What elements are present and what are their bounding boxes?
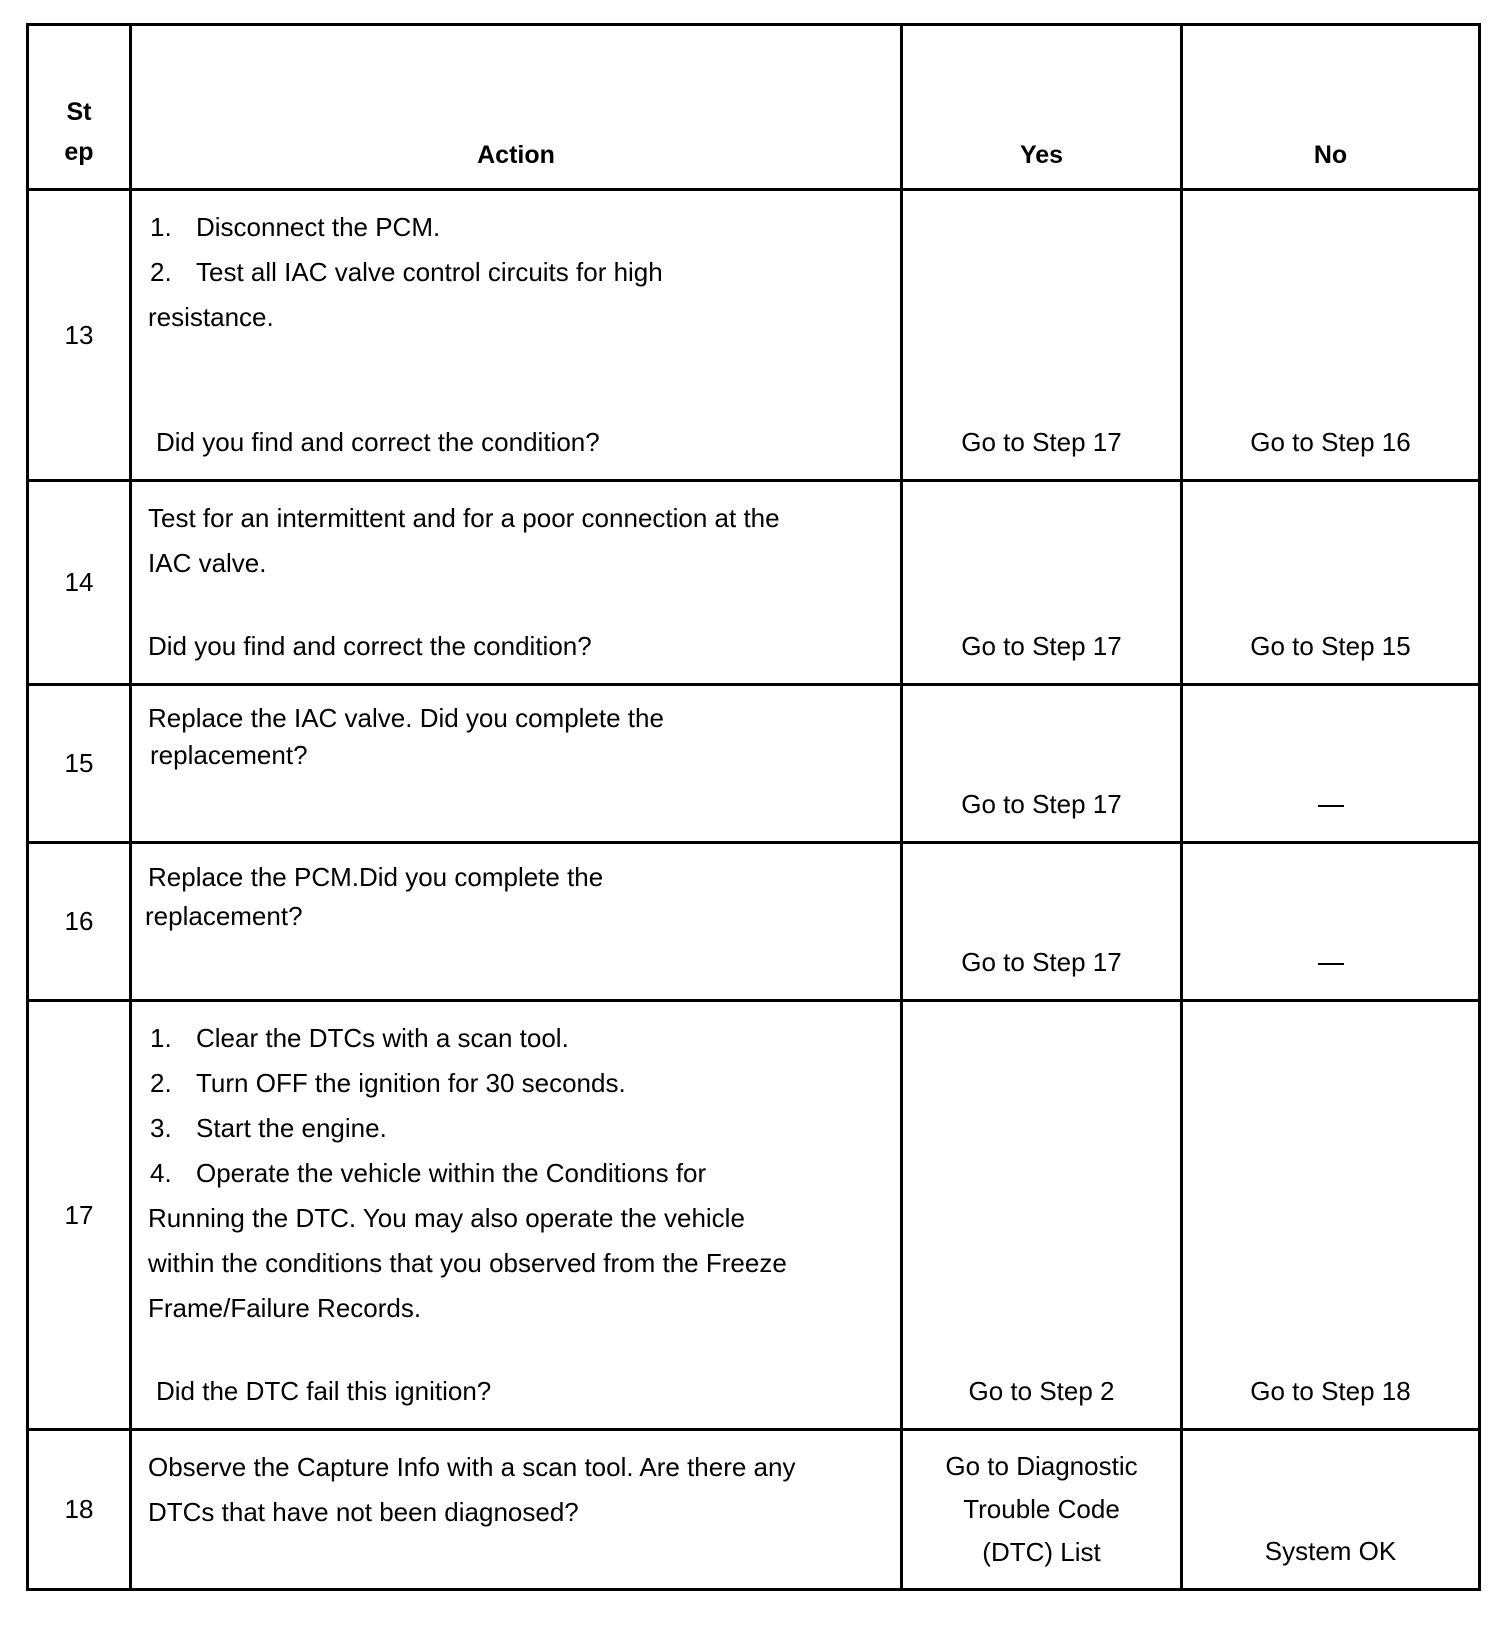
dash-mark — [1318, 805, 1344, 807]
yes-cell: Go to Step 17 — [902, 190, 1182, 481]
list-number: 2. — [150, 1068, 172, 1098]
header-yes: Yes — [902, 25, 1182, 190]
list-text: Test all IAC valve control circuits for high — [196, 257, 663, 287]
table-row — [28, 190, 1480, 481]
header-step-text — [29, 92, 129, 172]
yes-cell — [902, 1430, 1182, 1590]
list-number: 1. — [150, 1023, 172, 1053]
no-cell — [1182, 843, 1480, 1001]
action-text: replacement? — [145, 901, 303, 931]
action-text: IAC valve. — [148, 548, 267, 578]
question-text: Did you find and correct the condition? — [156, 427, 600, 457]
table-row — [28, 843, 1480, 1001]
yes-text: Trouble Code — [963, 1494, 1120, 1524]
yes-cell: Go to Step 17 — [902, 481, 1182, 685]
list-text: Turn OFF the ignition for 30 seconds. — [196, 1068, 626, 1098]
action-cell — [131, 481, 902, 685]
no-cell: Go to Step 15 — [1182, 481, 1480, 685]
list-number: 2. — [150, 257, 172, 287]
list-number: 1. — [150, 212, 172, 242]
question-text: Did you find and correct the condition? — [148, 631, 592, 661]
step-number: 16 — [28, 843, 131, 1001]
action-cell — [131, 1430, 902, 1590]
question-text: Did the DTC fail this ignition? — [156, 1376, 492, 1406]
no-cell — [1182, 685, 1480, 843]
diagnostic-table — [26, 23, 1481, 1591]
action-text: Observe the Capture Info with a scan tool. Are there any — [148, 1452, 796, 1482]
yes-cell: Go to Step 17 — [902, 843, 1182, 1001]
header-action: Action — [131, 25, 902, 190]
yes-cell: Go to Step 2 — [902, 1001, 1182, 1430]
list-text: Clear the DTCs with a scan tool. — [196, 1023, 569, 1053]
list-text: within the conditions that you observed from the Freeze — [148, 1248, 787, 1278]
header-step-part: ep — [64, 138, 94, 166]
header-step-part: St — [66, 98, 92, 126]
list-text: Operate the vehicle within the Conditions for — [196, 1158, 707, 1188]
action-text: replacement? — [150, 740, 308, 770]
list-text: Start the engine. — [196, 1113, 387, 1143]
table-row — [28, 1430, 1480, 1590]
no-cell: Go to Step 16 — [1182, 190, 1480, 481]
step-number: 15 — [28, 685, 131, 843]
action-cell — [131, 685, 902, 843]
no-cell: Go to Step 18 — [1182, 1001, 1480, 1430]
action-cell — [131, 190, 902, 481]
list-text: Disconnect the PCM. — [196, 212, 441, 242]
list-text: Running the DTC. You may also operate the vehicle — [148, 1203, 745, 1233]
table-header-row — [28, 25, 1480, 190]
action-text: Test for an intermittent and for a poor connection at the — [148, 503, 780, 533]
action-text: Replace the IAC valve. Did you complete the — [148, 703, 664, 733]
list-number: 3. — [150, 1113, 172, 1143]
header-no: No — [1182, 25, 1480, 190]
table-row — [28, 1001, 1480, 1430]
header-step — [28, 25, 131, 190]
yes-text: Go to Diagnostic — [945, 1451, 1138, 1481]
step-number: 13 — [28, 190, 131, 481]
list-number: 4. — [150, 1158, 172, 1188]
dash-mark — [1318, 963, 1344, 965]
table-row — [28, 481, 1480, 685]
step-number: 17 — [28, 1001, 131, 1430]
list-text: Frame/Failure Records. — [148, 1293, 422, 1323]
no-cell: System OK — [1182, 1430, 1480, 1590]
list-text: resistance. — [148, 302, 274, 332]
step-number: 14 — [28, 481, 131, 685]
action-text: DTCs that have not been diagnosed? — [148, 1497, 579, 1527]
action-cell — [131, 1001, 902, 1430]
action-cell — [131, 843, 902, 1001]
yes-text: (DTC) List — [982, 1537, 1101, 1567]
action-text: Replace the PCM.Did you complete the — [148, 862, 604, 892]
yes-cell: Go to Step 17 — [902, 685, 1182, 843]
step-number: 18 — [28, 1430, 131, 1590]
table-row — [28, 685, 1480, 843]
